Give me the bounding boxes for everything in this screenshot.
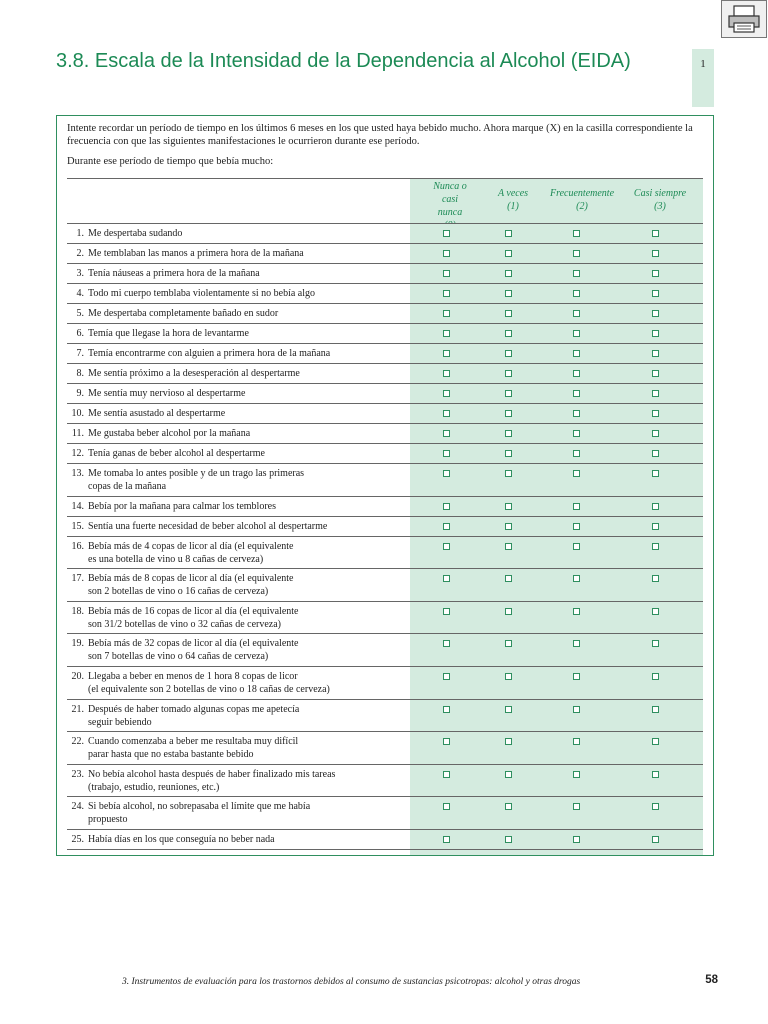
checkbox-option-0[interactable] — [443, 803, 450, 810]
item-text-line: Todo mi cuerpo temblaba violentamente si no bebía algo — [88, 288, 316, 299]
table-row — [67, 463, 703, 497]
checkbox-option-0[interactable] — [443, 310, 450, 317]
checkbox-option-0[interactable] — [443, 470, 450, 477]
item-text-line: Temía que llegase la hora de levantarme — [88, 328, 249, 339]
table-row — [67, 764, 703, 798]
table-row — [67, 496, 703, 517]
item-text-line: Temía encontrarme con alguien a primera hora de la mañana — [88, 348, 331, 359]
item-text — [88, 267, 410, 280]
printer-icon — [725, 3, 763, 35]
page-number: 58 — [705, 974, 718, 986]
item-text-line: Me tomaba lo antes posible y de un trago las primeras — [88, 468, 305, 479]
column-header-always-label: Casi siempre — [633, 188, 687, 199]
table-row — [67, 403, 703, 424]
item-number: 2. — [76, 248, 84, 259]
item-text-line: Después de haber tomado algunas copas me apetecía — [88, 703, 300, 715]
item-text — [88, 327, 410, 340]
item-text — [88, 520, 410, 533]
checkbox-option-2[interactable] — [573, 290, 580, 297]
checkbox-option-1[interactable] — [505, 250, 512, 257]
checkbox-option-2[interactable] — [573, 250, 580, 257]
table-row — [67, 699, 703, 733]
checkbox-option-0[interactable] — [443, 523, 450, 530]
item-text — [88, 605, 410, 631]
item-text-line: Cuando comenzaba a beber me resultaba muy difícil — [88, 736, 299, 748]
checkbox-option-2[interactable] — [573, 543, 580, 550]
item-text — [88, 347, 410, 360]
table-row — [67, 666, 703, 700]
checkbox-option-0[interactable] — [443, 330, 450, 337]
table-row — [67, 796, 703, 830]
item-text — [88, 407, 410, 420]
item-text-line: Me gustaba beber alcohol por la mañana — [88, 428, 251, 439]
checkbox-option-3[interactable] — [652, 390, 659, 397]
print-button[interactable] — [721, 0, 767, 38]
checkbox-option-3[interactable] — [652, 771, 659, 778]
checkbox-option-0[interactable] — [443, 410, 450, 417]
checkbox-option-3[interactable] — [652, 640, 659, 647]
checkbox-option-3[interactable] — [652, 350, 659, 357]
table-row — [67, 516, 703, 537]
item-number: 24. — [71, 801, 84, 813]
checkbox-option-3[interactable] — [652, 836, 659, 843]
item-text — [88, 768, 410, 794]
checkbox-option-0[interactable] — [443, 503, 450, 510]
column-header-often-value: (2) — [576, 201, 588, 212]
checkbox-option-3[interactable] — [652, 230, 659, 237]
checkbox-option-3[interactable] — [652, 503, 659, 510]
column-header-always-value: (3) — [654, 201, 666, 212]
checkbox-option-3[interactable] — [652, 330, 659, 337]
checkbox-option-0[interactable] — [443, 543, 450, 550]
checkbox-option-3[interactable] — [652, 575, 659, 582]
checkbox-option-2[interactable] — [573, 640, 580, 647]
item-number: 14. — [71, 500, 84, 512]
item-text-line: Había días en los que conseguía no beber nada — [88, 834, 275, 845]
checkbox-option-1[interactable] — [505, 350, 512, 357]
checkbox-option-1[interactable] — [505, 450, 512, 457]
checkbox-option-1[interactable] — [505, 470, 512, 477]
item-text — [88, 447, 410, 460]
checkbox-option-2[interactable] — [573, 350, 580, 357]
checkbox-option-2[interactable] — [573, 673, 580, 680]
item-text-line: Tenía ganas de beber alcohol al despertarme — [88, 448, 265, 459]
questionnaire-box — [56, 115, 714, 856]
section-tab-number: 1 — [700, 58, 706, 70]
checkbox-option-3[interactable] — [652, 608, 659, 615]
item-text — [88, 227, 410, 240]
checkbox-option-2[interactable] — [573, 771, 580, 778]
item-text-line: parar hasta que no estaba bastante bebido — [88, 749, 254, 761]
table-row — [67, 283, 703, 304]
checkbox-option-0[interactable] — [443, 230, 450, 237]
table-row — [67, 343, 703, 364]
checkbox-option-1[interactable] — [505, 370, 512, 377]
item-text-line: No bebía alcohol hasta después de haber finalizado mis tareas — [88, 768, 336, 780]
item-text-line: es una botella de vino u 8 cañas de cerveza) — [88, 553, 264, 565]
checkbox-option-1[interactable] — [505, 330, 512, 337]
item-text-line: copas de la mañana — [88, 481, 167, 492]
table-row — [67, 536, 703, 570]
checkbox-option-0[interactable] — [443, 250, 450, 257]
checkbox-option-0[interactable] — [443, 706, 450, 713]
checkbox-option-2[interactable] — [573, 738, 580, 745]
item-text — [88, 735, 410, 761]
checkbox-option-2[interactable] — [573, 310, 580, 317]
checkbox-option-1[interactable] — [505, 575, 512, 582]
item-text — [88, 387, 410, 400]
item-number: 1. — [76, 228, 84, 239]
checkbox-option-1[interactable] — [505, 290, 512, 297]
instructions-period: Durante ese período de tiempo que bebía mucho: — [67, 156, 274, 167]
checkbox-option-0[interactable] — [443, 370, 450, 377]
item-text-line: (trabajo, estudio, reuniones, etc.) — [88, 781, 220, 793]
item-number: 13. — [71, 468, 84, 479]
item-number: 8. — [76, 368, 84, 379]
item-number: 20. — [71, 671, 84, 682]
checkbox-option-3[interactable] — [652, 310, 659, 317]
checkbox-option-3[interactable] — [652, 430, 659, 437]
checkbox-option-0[interactable] — [443, 290, 450, 297]
item-text — [88, 540, 410, 566]
checkbox-option-3[interactable] — [652, 450, 659, 457]
checkbox-option-1[interactable] — [505, 608, 512, 615]
checkbox-option-3[interactable] — [652, 543, 659, 550]
item-text-line: Me temblaban las manos a primera hora de la mañana — [88, 248, 304, 259]
item-number: 15. — [71, 520, 84, 532]
item-text — [88, 287, 410, 300]
item-text-line: Llegaba a beber en menos de 1 hora 8 copas de licor — [88, 671, 298, 682]
item-text — [88, 670, 410, 696]
checkbox-option-2[interactable] — [573, 470, 580, 477]
item-text-line: Me sentía próximo a la desesperación al despertarme — [88, 368, 300, 379]
item-text — [88, 307, 410, 320]
item-number: 3. — [76, 268, 84, 279]
column-header-always — [620, 187, 700, 213]
column-header-never-label: Nunca o casi nunca — [433, 181, 467, 218]
checkbox-option-2[interactable] — [573, 523, 580, 530]
checkbox-option-3[interactable] — [652, 706, 659, 713]
checkbox-option-2[interactable] — [573, 370, 580, 377]
table-row — [67, 223, 703, 244]
checkbox-option-0[interactable] — [443, 430, 450, 437]
table-row — [67, 323, 703, 344]
item-number: 9. — [76, 388, 84, 399]
item-text-line: propuesto — [88, 814, 128, 826]
checkbox-option-2[interactable] — [573, 706, 580, 713]
checkbox-option-1[interactable] — [505, 270, 512, 277]
checkbox-option-2[interactable] — [573, 270, 580, 277]
checkbox-option-2[interactable] — [573, 230, 580, 237]
item-number: 17. — [71, 573, 84, 585]
checkbox-option-2[interactable] — [573, 430, 580, 437]
item-number: 18. — [71, 605, 84, 617]
footer-text: 3. Instrumentos de evaluación para los trastornos debidos al consumo de sustancias psicotropas: alcohol y otras drogas — [122, 977, 581, 987]
checkbox-option-2[interactable] — [573, 410, 580, 417]
checkbox-option-0[interactable] — [443, 350, 450, 357]
checkbox-option-0[interactable] — [443, 836, 450, 843]
column-header-sometimes-value: (1) — [507, 201, 519, 212]
column-header-often — [537, 187, 627, 213]
item-number: 7. — [76, 348, 84, 359]
item-text-line: Tenía náuseas a primera hora de la mañana — [88, 268, 260, 279]
item-text-line: Sentía una fuerte necesidad de beber alcohol al despertarme — [88, 520, 328, 532]
checkbox-option-0[interactable] — [443, 270, 450, 277]
table-row — [67, 303, 703, 324]
checkbox-option-1[interactable] — [505, 543, 512, 550]
checkbox-option-2[interactable] — [573, 503, 580, 510]
item-number: 10. — [71, 408, 84, 419]
checkbox-option-3[interactable] — [652, 523, 659, 530]
item-text-line: (el equivalente son 2 botellas de vino o 18 cañas de cerveza) — [88, 684, 330, 695]
checkbox-option-2[interactable] — [573, 390, 580, 397]
item-text-line: Bebía más de 8 copas de licor al día (el equivalente — [88, 573, 294, 585]
item-text — [88, 637, 410, 663]
checkbox-option-2[interactable] — [573, 803, 580, 810]
item-text — [88, 800, 410, 826]
checkbox-option-1[interactable] — [505, 523, 512, 530]
table-row — [67, 633, 703, 667]
item-number: 21. — [71, 703, 84, 715]
checkbox-option-1[interactable] — [505, 503, 512, 510]
checkbox-option-2[interactable] — [573, 450, 580, 457]
item-text — [88, 703, 410, 729]
item-number: 25. — [71, 834, 84, 845]
item-text-line: Me despertaba sudando — [88, 228, 183, 239]
item-text — [88, 833, 410, 846]
item-number: 19. — [71, 638, 84, 650]
checkbox-option-2[interactable] — [573, 330, 580, 337]
checkbox-option-3[interactable] — [652, 250, 659, 257]
instructions — [67, 122, 707, 168]
item-text — [88, 427, 410, 440]
table-row — [67, 363, 703, 384]
checkbox-option-1[interactable] — [505, 706, 512, 713]
section-tab — [692, 49, 714, 107]
item-text — [88, 367, 410, 380]
item-text-line: Si bebía alcohol, no sobrepasaba el límite que me había — [88, 801, 311, 813]
checkbox-option-1[interactable] — [505, 410, 512, 417]
checkbox-option-0[interactable] — [443, 771, 450, 778]
checkbox-option-3[interactable] — [652, 673, 659, 680]
checkbox-option-0[interactable] — [443, 575, 450, 582]
checkbox-option-0[interactable] — [443, 390, 450, 397]
checkbox-option-0[interactable] — [443, 608, 450, 615]
item-text — [88, 247, 410, 260]
checkbox-option-2[interactable] — [573, 836, 580, 843]
item-text-line: Bebía por la mañana para calmar los temblores — [88, 500, 276, 512]
item-number: 4. — [76, 288, 84, 299]
table-row — [67, 568, 703, 602]
checkbox-option-1[interactable] — [505, 803, 512, 810]
checkbox-option-0[interactable] — [443, 738, 450, 745]
item-text-line: son 7 botellas de vino o 64 cañas de cerveza) — [88, 651, 269, 663]
item-text — [88, 500, 410, 513]
table-row — [67, 601, 703, 635]
item-number: 12. — [71, 448, 84, 459]
checkbox-option-1[interactable] — [505, 738, 512, 745]
column-header-often-label: Frecuentemente — [549, 188, 615, 199]
checkbox-option-0[interactable] — [443, 450, 450, 457]
table-bottom-rule — [67, 849, 703, 850]
item-text-line: son 31/2 botellas de vino o 32 cañas de cerveza) — [88, 618, 281, 630]
column-header-sometimes-label: A veces — [497, 188, 529, 199]
checkbox-option-1[interactable] — [505, 230, 512, 237]
checkbox-option-1[interactable] — [505, 390, 512, 397]
checkbox-option-2[interactable] — [573, 575, 580, 582]
checkbox-option-1[interactable] — [505, 771, 512, 778]
checkbox-option-3[interactable] — [652, 290, 659, 297]
checkbox-option-3[interactable] — [652, 738, 659, 745]
checkbox-option-3[interactable] — [652, 370, 659, 377]
item-text-line: Bebía más de 4 copas de licor al día (el equivalente — [88, 540, 294, 552]
item-number: 6. — [76, 328, 84, 339]
checkbox-option-3[interactable] — [652, 410, 659, 417]
table-row — [67, 383, 703, 404]
checkbox-option-3[interactable] — [652, 803, 659, 810]
item-text-line: son 2 botellas de vino o 16 cañas de cerveza) — [88, 586, 269, 598]
checkbox-option-3[interactable] — [652, 470, 659, 477]
item-text-line: Bebía más de 16 copas de licor al día (el equivalente — [88, 605, 299, 617]
table-row — [67, 443, 703, 464]
item-number: 16. — [71, 540, 84, 552]
item-number: 11. — [71, 428, 84, 439]
table-row — [67, 731, 703, 765]
item-text — [88, 467, 410, 493]
checkbox-option-0[interactable] — [443, 673, 450, 680]
item-text-line: seguir bebiendo — [88, 716, 152, 728]
checkbox-option-0[interactable] — [443, 640, 450, 647]
table-row — [67, 263, 703, 284]
checkbox-option-1[interactable] — [505, 836, 512, 843]
checkbox-option-1[interactable] — [505, 310, 512, 317]
table-row — [67, 829, 703, 850]
item-number: 23. — [71, 768, 84, 780]
page-title: 3.8. Escala de la Intensidad de la Dependencia al Alcohol (EIDA) — [56, 50, 631, 72]
item-text — [88, 572, 410, 598]
item-number: 22. — [71, 736, 84, 748]
item-text-line: Bebía más de 32 copas de licor al día (el equivalente — [88, 638, 299, 650]
table-row — [67, 243, 703, 264]
table-row — [67, 423, 703, 444]
instructions-text: Intente recordar un período de tiempo en los últimos 6 meses en los que usted haya bebido mucho. Ahora marque (X) en la casilla correspondiente la frecuencia con que las siguientes manifestaciones le ocurrieron durante ese período. — [67, 123, 693, 147]
checkbox-option-3[interactable] — [652, 270, 659, 277]
item-text-line: Me sentía asustado al despertarme — [88, 408, 226, 419]
checkbox-option-1[interactable] — [505, 430, 512, 437]
checkbox-option-2[interactable] — [573, 608, 580, 615]
checkbox-option-1[interactable] — [505, 640, 512, 647]
item-text-line: Me despertaba completamente bañado en sudor — [88, 308, 279, 319]
item-text-line: Me sentía muy nervioso al despertarme — [88, 388, 246, 399]
checkbox-option-1[interactable] — [505, 673, 512, 680]
item-number: 5. — [76, 308, 84, 319]
